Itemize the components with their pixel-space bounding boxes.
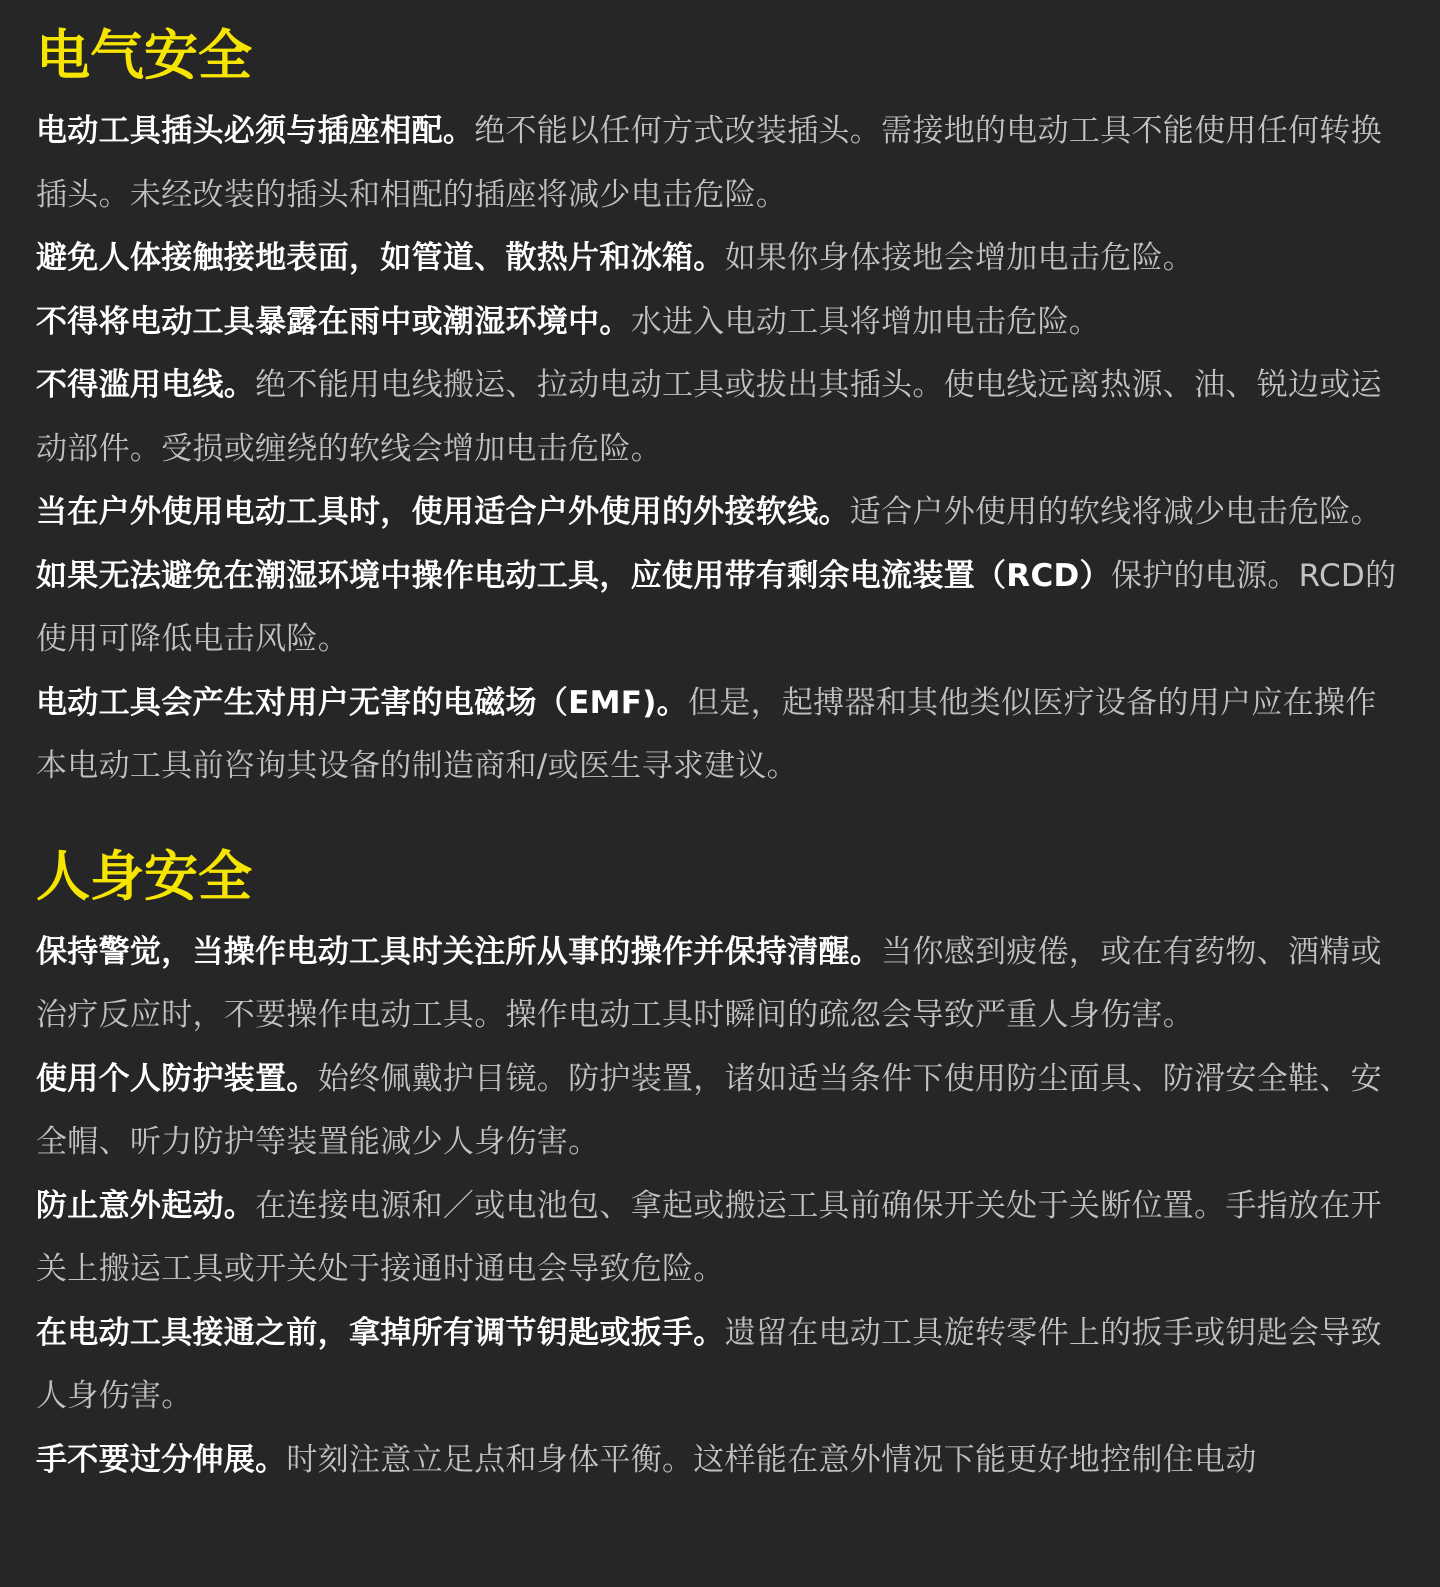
paragraph xyxy=(36,1302,1400,1429)
paragraph-body: 时刻注意立足点和身体平衡。这样能在意外情况下能更好地控制住电动 xyxy=(286,1441,1257,1478)
paragraph-body: 但是，起搏器和其他类似医疗设备的用户应在操作本电动工具前咨询其设备的制造商和/或医生寻求建议。 xyxy=(36,684,1377,784)
paragraph-lead: 电动工具会产生对用户无害的电磁场（EMF)。 xyxy=(36,684,688,721)
paragraph-lead: 避免人体接触接地表面，如管道、散热片和冰箱。 xyxy=(36,240,725,276)
paragraph xyxy=(36,227,1400,291)
paragraph-lead: 不得滥用电线。 xyxy=(36,367,256,403)
paragraph xyxy=(36,672,1400,799)
paragraph-lead: 保持警觉，当操作电动工具时关注所从事的操作并保持清醒。 xyxy=(36,933,882,970)
paragraph-body: 水进入电动工具将增加电击危险。 xyxy=(630,303,1101,340)
paragraph-lead: 在电动工具接通之前，拿掉所有调节钥匙或扳手。 xyxy=(36,1314,725,1351)
paragraph-lead: 手不要过分伸展。 xyxy=(36,1441,287,1478)
paragraph xyxy=(36,545,1400,672)
paragraph xyxy=(36,354,1400,481)
paragraph-body: 始终佩戴护目镜。防护装置，诸如适当条件下使用防尘面具、防滑安全鞋、安全帽、听力防护等装置能减少人身伤害。 xyxy=(36,1060,1382,1160)
section-title: 人身安全 xyxy=(36,844,252,908)
paragraph-body: 绝不能用电线搬运、拉动电动工具或拔出其插头。使电线远离热源、油、锐边或运动部件。受损或缠绕的软线会增加电击危险。 xyxy=(36,367,1382,467)
paragraph xyxy=(36,100,1400,227)
paragraph-lead: 当在户外使用电动工具时，使用适合户外使用的外接软线。 xyxy=(36,494,850,530)
paragraph-lead: 防止意外起动。 xyxy=(36,1187,256,1224)
paragraph xyxy=(36,291,1400,355)
paragraph-lead: 电动工具插头必须与插座相配。 xyxy=(36,113,475,149)
paragraph-body: 绝不能以任何方式改装插头。需接地的电动工具不能使用任何转换插头。未经改装的插头和相配的插座将减少电击危险。 xyxy=(36,113,1382,213)
paragraph xyxy=(36,481,1400,545)
paragraph-body: 适合户外使用的软线将减少电击危险。 xyxy=(849,494,1382,530)
paragraph xyxy=(36,1175,1400,1302)
paragraph-body: 保护的电源。RCD的使用可降低电击风险。 xyxy=(36,557,1397,657)
paragraph xyxy=(36,921,1400,1048)
paragraph xyxy=(36,1048,1400,1175)
electrical-safety-section xyxy=(36,0,1400,799)
paragraph-body: 当你感到疲倦，或在有药物、酒精或治疗反应时，不要操作电动工具。操作电动工具时瞬间的疏忽会导致严重人身伤害。 xyxy=(36,933,1382,1033)
paragraph-lead: 不得将电动工具暴露在雨中或潮湿环境中。 xyxy=(36,303,631,340)
personal-safety-section xyxy=(36,845,1400,1493)
paragraph-lead: 如果无法避免在潮湿环境中操作电动工具，应使用带有剩余电流装置（RCD） xyxy=(36,557,1111,594)
section-title: 电气安全 xyxy=(36,24,252,87)
paragraph xyxy=(36,1429,1400,1493)
paragraph-lead: 使用个人防护装置。 xyxy=(36,1060,318,1097)
paragraph-body: 遗留在电动工具旋转零件上的扳手或钥匙会导致人身伤害。 xyxy=(36,1314,1382,1414)
paragraph-body: 如果你身体接地会增加电击危险。 xyxy=(724,240,1195,276)
paragraph-body: 在连接电源和／或电池包、拿起或搬运工具前确保开关处于关断位置。手指放在开关上搬运工具或开关处于接通时通电会导致危险。 xyxy=(36,1187,1382,1287)
